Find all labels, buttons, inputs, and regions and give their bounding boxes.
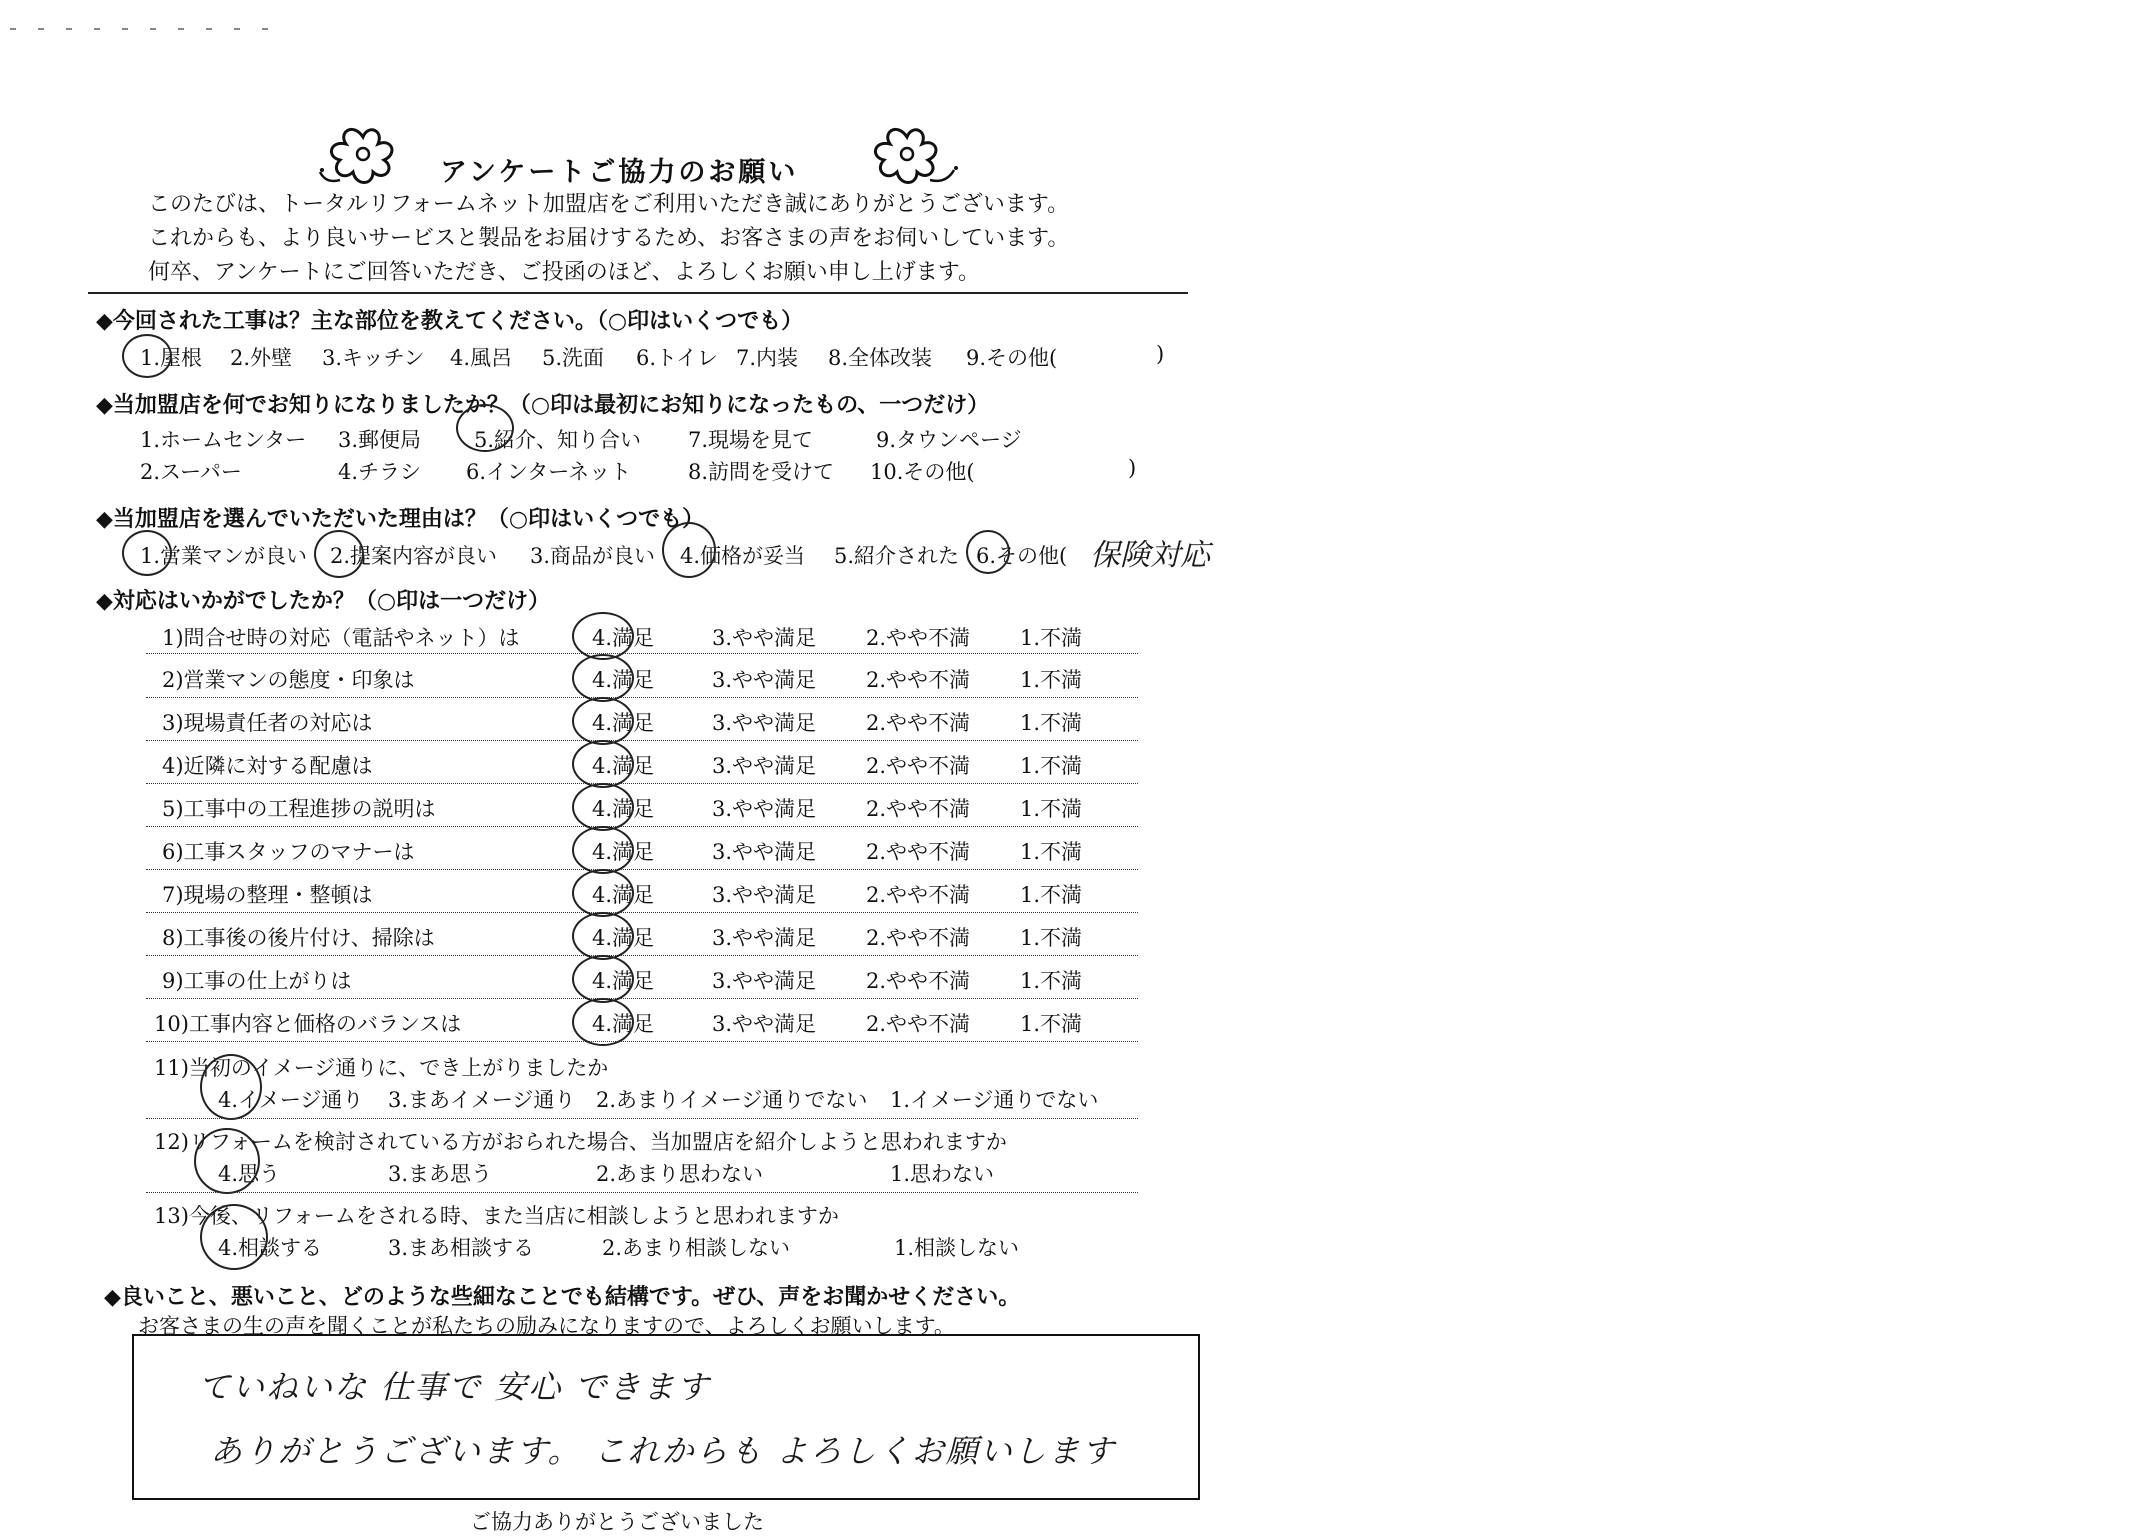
q1-option-6[interactable]: 6.トイレ — [636, 346, 718, 370]
q4-answer-circle-5 — [572, 783, 634, 831]
scan-marks — [10, 18, 290, 26]
q2-option-10-close: ) — [1128, 456, 1137, 480]
q3-option-4[interactable]: 4.価格が妥当 — [680, 544, 806, 568]
q4-item-8: 8)工事後の後片付け、掃除は — [162, 926, 435, 950]
q4-answer-circle-8 — [572, 912, 634, 960]
q12-answer-circle — [194, 1128, 260, 1194]
q4-row-divider — [146, 912, 1138, 913]
q13-answer-circle — [200, 1204, 268, 1270]
q3-option-3[interactable]: 3.商品が良い — [530, 544, 656, 568]
q3-answer-circle-6 — [966, 530, 1010, 574]
q3-other-handwritten: 保険対応 — [1090, 538, 1210, 573]
q4-item-4: 4)近隣に対する配慮は — [162, 754, 373, 778]
q4-item-4-scale-3[interactable]: 3.やや満足 — [712, 754, 817, 778]
q4-row-divider — [146, 740, 1138, 741]
q4-item-9: 9)工事の仕上がりは — [162, 969, 352, 993]
q3-answer-circle-4 — [662, 522, 716, 578]
q1-option-3[interactable]: 3.キッチン — [322, 346, 425, 370]
q4-answer-circle-2 — [572, 654, 634, 702]
q4-item-10-scale-3[interactable]: 3.やや満足 — [712, 1012, 817, 1036]
q12-divider — [146, 1192, 1138, 1193]
q4-item-5: 5)工事中の工程進捗の説明は — [162, 797, 436, 821]
q4-row-divider — [146, 697, 1138, 698]
q11-question: 11)当初のイメージ通りに、でき上がりましたか — [154, 1056, 609, 1080]
intro-divider — [88, 292, 1188, 294]
q4-item-6-scale-1[interactable]: 1.不満 — [1020, 840, 1083, 864]
flower-left-icon — [318, 122, 408, 192]
q2-option-5[interactable]: 5.紹介、知り合い — [474, 428, 642, 452]
q4-answer-circle-10 — [572, 998, 634, 1046]
q2-option-9[interactable]: 9.タウンページ — [876, 428, 1022, 452]
q1-option-4[interactable]: 4.風呂 — [450, 346, 513, 370]
q1-option-2[interactable]: 2.外壁 — [230, 346, 293, 370]
q3-option-2[interactable]: 2.提案内容が良い — [330, 544, 498, 568]
q1-option-9-close: ) — [1156, 342, 1165, 366]
q4-item-10-scale-2[interactable]: 2.やや不満 — [866, 1012, 971, 1036]
q12-option-4[interactable]: 4.思う — [218, 1162, 281, 1186]
q4-item-7-scale-4[interactable]: 4.満足 — [592, 883, 655, 907]
q1-answer-circle — [122, 334, 172, 378]
q4-item-1-scale-2[interactable]: 2.やや不満 — [866, 626, 971, 650]
q4-row-divider — [146, 826, 1138, 827]
q4-item-9-scale-1[interactable]: 1.不満 — [1020, 969, 1083, 993]
comments-subheading: お客さまの生の声を聞くことが私たちの励みになりますので、よろしくお願いします。 — [138, 1314, 955, 1338]
q4-answer-circle-7 — [572, 869, 634, 917]
comment-box[interactable] — [132, 1334, 1200, 1500]
q4-item-3: 3)現場責任者の対応は — [162, 711, 373, 735]
q2-option-8[interactable]: 8.訪問を受けて — [688, 460, 835, 484]
q4-item-8-scale-1[interactable]: 1.不満 — [1020, 926, 1083, 950]
q11-option-3[interactable]: 3.まあイメージ通り — [388, 1088, 576, 1112]
q4-item-2: 2)営業マンの態度・印象は — [162, 668, 415, 692]
q4-item-9-scale-3[interactable]: 3.やや満足 — [712, 969, 817, 993]
intro-line-3: 何卒、アンケートにご回答いただき、ご投函のほど、よろしくお願い申し上げます。 — [148, 260, 981, 285]
q3-answer-circle-2 — [314, 530, 364, 578]
flower-right-icon — [862, 122, 962, 192]
q3-heading: ◆当加盟店を選んでいただいた理由は？（○印はいくつでも） — [96, 507, 705, 532]
q4-item-1: 1)問合せ時の対応（電話やネット）は — [162, 626, 520, 650]
q3-option-5[interactable]: 5.紹介された — [834, 544, 960, 568]
q4-item-3-scale-1[interactable]: 1.不満 — [1020, 711, 1083, 735]
q3-answer-circle-1 — [122, 530, 172, 576]
q4-item-7-scale-1[interactable]: 1.不満 — [1020, 883, 1083, 907]
q12-option-3[interactable]: 3.まあ思う — [388, 1162, 493, 1186]
q4-answer-circle-1 — [572, 612, 634, 660]
q2-option-7[interactable]: 7.現場を見て — [688, 428, 814, 452]
q4-item-3-scale-2[interactable]: 2.やや不満 — [866, 711, 971, 735]
scan-dash-marks — [10, 25, 290, 33]
q4-row-divider — [146, 653, 1138, 654]
intro-line-2: これからも、より良いサービスと製品をお届けするため、お客さまの声をお伺いしています。 — [148, 226, 1070, 251]
q4-answer-circle-4 — [572, 740, 634, 788]
page-title: アンケートご協力のお願い — [440, 157, 799, 188]
q4-row-divider — [146, 998, 1138, 999]
q4-row-divider — [146, 1041, 1138, 1042]
footer-thanks: ご協力ありがとうございました — [470, 1510, 764, 1534]
q4-item-8-scale-2[interactable]: 2.やや不満 — [866, 926, 971, 950]
q4-heading: ◆対応はいかがでしたか？（○印は一つだけ） — [96, 589, 551, 614]
q4-item-4-scale-2[interactable]: 2.やや不満 — [866, 754, 971, 778]
q4-item-3-scale-3[interactable]: 3.やや満足 — [712, 711, 817, 735]
q2-answer-circle — [456, 404, 514, 452]
q4-item-7-scale-2[interactable]: 2.やや不満 — [866, 883, 971, 907]
q4-item-9-scale-2[interactable]: 2.やや不満 — [866, 969, 971, 993]
q13-question: 13)今後、リフォームをされる時、また当店に相談しようと思われますか — [154, 1204, 839, 1228]
intro-line-1: このたびは、トータルリフォームネット加盟店をご利用いただき誠にありがとうございます。 — [148, 192, 1070, 217]
q4-item-1-scale-4[interactable]: 4.満足 — [592, 626, 655, 650]
q4-item-2-scale-1[interactable]: 1.不満 — [1020, 668, 1083, 692]
q2-option-6[interactable]: 6.インターネット — [466, 460, 632, 484]
q1-heading: ◆今回された工事は？主な部位を教えてください。（○印はいくつでも） — [96, 309, 804, 334]
q4-item-2-scale-2[interactable]: 2.やや不満 — [866, 668, 971, 692]
q1-option-7[interactable]: 7.内装 — [736, 346, 799, 370]
q4-answer-circle-3 — [572, 697, 634, 745]
q4-item-1-scale-3[interactable]: 3.やや満足 — [712, 626, 817, 650]
q4-item-2-scale-4[interactable]: 4.満足 — [592, 668, 655, 692]
q4-item-5-scale-4[interactable]: 4.満足 — [592, 797, 655, 821]
q2-option-10[interactable]: 10.その他( — [870, 460, 975, 484]
q4-item-2-scale-3[interactable]: 3.やや満足 — [712, 668, 817, 692]
q4-item-7-scale-3[interactable]: 3.やや満足 — [712, 883, 817, 907]
q11-option-4[interactable]: 4.イメージ通り — [218, 1088, 364, 1112]
handwritten-comment-line-1: ていねいな 仕事で 安心 できます — [198, 1368, 711, 1406]
q12-option-1[interactable]: 1.思わない — [890, 1162, 995, 1186]
q13-option-1[interactable]: 1.相談しない — [894, 1236, 1020, 1260]
q4-item-8-scale-4[interactable]: 4.満足 — [592, 926, 655, 950]
q3-option-1[interactable]: 1.営業マンが良い — [140, 544, 308, 568]
q12-option-2[interactable]: 2.あまり思わない — [596, 1162, 764, 1186]
q4-item-1-scale-1[interactable]: 1.不満 — [1020, 626, 1083, 650]
q3-option-6[interactable]: 6.その他( — [976, 544, 1068, 568]
q11-option-1[interactable]: 1.イメージ通りでない — [890, 1088, 1099, 1112]
q4-item-5-scale-1[interactable]: 1.不満 — [1020, 797, 1083, 821]
q4-item-9-scale-4[interactable]: 4.満足 — [592, 969, 655, 993]
q2-option-2[interactable]: 2.スーパー — [140, 460, 242, 484]
q4-answer-circle-6 — [572, 826, 634, 874]
q4-row-divider — [146, 783, 1138, 784]
q13-option-2[interactable]: 2.あまり相談しない — [602, 1236, 791, 1260]
q1-option-5[interactable]: 5.洗面 — [542, 346, 605, 370]
q4-item-4-scale-1[interactable]: 1.不満 — [1020, 754, 1083, 778]
q11-answer-circle — [200, 1054, 262, 1120]
q4-item-5-scale-3[interactable]: 3.やや満足 — [712, 797, 817, 821]
q1-option-8[interactable]: 8.全体改装 — [828, 346, 933, 370]
q11-option-2[interactable]: 2.あまりイメージ通りでない — [596, 1088, 868, 1112]
q2-option-4[interactable]: 4.チラシ — [338, 460, 422, 484]
q4-item-4-scale-4[interactable]: 4.満足 — [592, 754, 655, 778]
handwritten-comment-line-2: ありがとうございます。 これからも よろしくお願いします — [210, 1432, 1116, 1470]
q4-item-10-scale-1[interactable]: 1.不満 — [1020, 1012, 1083, 1036]
q4-item-10-scale-4[interactable]: 4.満足 — [592, 1012, 655, 1036]
q4-item-6-scale-4[interactable]: 4.満足 — [592, 840, 655, 864]
q4-item-6-scale-2[interactable]: 2.やや不満 — [866, 840, 971, 864]
q4-row-divider — [146, 955, 1138, 956]
q1-option-1[interactable]: 1.屋根 — [140, 346, 203, 370]
q1-option-9[interactable]: 9.その他( — [966, 346, 1058, 370]
q12-question: 12)リフォームを検討されている方がおられた場合、当加盟店を紹介しようと思われますか — [154, 1130, 1007, 1154]
q2-heading: ◆当加盟店を何でお知りになりましたか？（○印は最初にお知りになったもの、一つだけ） — [96, 393, 990, 418]
q4-row-divider — [146, 869, 1138, 870]
comments-heading: ◆良いこと、悪いこと、どのような些細なことでも結構です。ぜひ、声をお聞かせください。 — [104, 1285, 1021, 1310]
q4-item-10: 10)工事内容と価格のバランスは — [154, 1012, 462, 1036]
q11-divider — [146, 1118, 1138, 1119]
q4-item-5-scale-2[interactable]: 2.やや不満 — [866, 797, 971, 821]
q2-option-3[interactable]: 3.郵便局 — [338, 428, 422, 452]
q4-item-3-scale-4[interactable]: 4.満足 — [592, 711, 655, 735]
q13-option-3[interactable]: 3.まあ相談する — [388, 1236, 535, 1260]
q4-item-6-scale-3[interactable]: 3.やや満足 — [712, 840, 817, 864]
q2-option-1[interactable]: 1.ホームセンター — [140, 428, 307, 452]
q4-item-7: 7)現場の整理・整頓は — [162, 883, 373, 907]
q13-option-4[interactable]: 4.相談する — [218, 1236, 323, 1260]
q4-item-8-scale-3[interactable]: 3.やや満足 — [712, 926, 817, 950]
q4-item-6: 6)工事スタッフのマナーは — [162, 840, 415, 864]
q4-answer-circle-9 — [572, 955, 634, 1003]
